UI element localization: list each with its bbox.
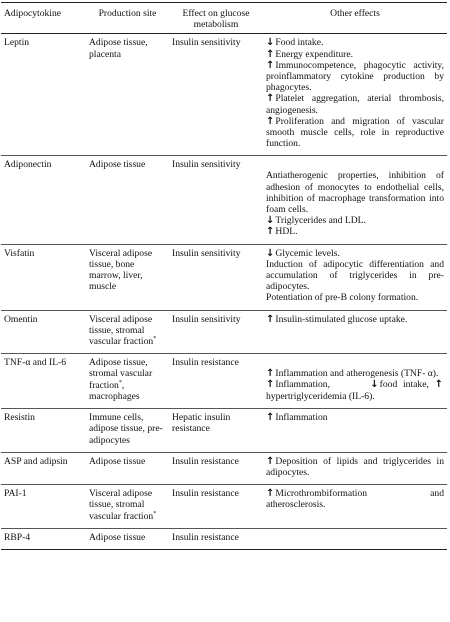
- table-row: [1, 409, 447, 453]
- row-glucose-effect: Insulin resistance: [169, 354, 263, 409]
- row-glucose-effect: Insulin resistance: [169, 528, 263, 549]
- row-site: Immune cells, adipose tissue, pre-adipocytes: [86, 409, 169, 453]
- effect-text: Microthrombiformation and atherosclerosis.: [266, 488, 444, 511]
- table-row: [1, 528, 447, 549]
- down-arrow-icon: ↓: [266, 37, 275, 49]
- row-glucose-effect: Insulin sensitivity: [169, 310, 263, 354]
- up-arrow-icon: ↑: [266, 379, 275, 391]
- down-arrow-icon: ↓: [266, 247, 275, 259]
- up-arrow-icon: ↑: [266, 226, 275, 238]
- table-row: [1, 156, 447, 244]
- effect-text: Deposition of lipids and triglycerides in adipocytes.: [266, 455, 444, 478]
- effect-text: Platelet aggregation, aterial thrombosis, angiogenesis.: [266, 93, 444, 116]
- effect-text: Antiatherogenic properties, inhibition of adhesion of monocytes to endothelial cells, inhibition of macrophage transformation into foam cells.: [266, 170, 444, 216]
- effect-text: HDL.: [275, 226, 298, 238]
- row-other-effects: [263, 244, 447, 310]
- header-other-effects: Other effects: [263, 3, 447, 34]
- row-name: Omentin: [1, 310, 86, 354]
- effect-text: Triglycerides and LDL.: [275, 215, 366, 227]
- row-other-effects: [263, 156, 447, 244]
- table-row: [1, 34, 447, 156]
- up-arrow-icon: ↑: [266, 488, 275, 500]
- row-name: Adiponectin: [1, 156, 86, 244]
- row-name: PAI-1: [1, 485, 86, 529]
- footnote-mark: *: [118, 379, 122, 386]
- row-glucose-effect: Insulin resistance: [169, 452, 263, 484]
- row-other-effects: [263, 528, 447, 549]
- up-arrow-icon: ↑: [266, 368, 275, 380]
- row-name: ASP and adipsin: [1, 452, 86, 484]
- row-site: Visceral adipose tissue, stromal vascular fraction*: [86, 485, 169, 529]
- row-site: Adipose tissue: [86, 452, 169, 484]
- effect-text: Glycemic levels.: [275, 247, 340, 259]
- table-row: [1, 452, 447, 484]
- table-header-row: [1, 3, 447, 34]
- row-glucose-effect: Insulin resistance: [169, 485, 263, 529]
- header-adipocytokine: Adipocytokine: [1, 3, 86, 34]
- down-arrow-icon: ↓: [370, 379, 379, 391]
- row-site: Adipose tissue, stromal vascular fraction*, macrophages: [86, 354, 169, 409]
- row-name: Resistin: [1, 409, 86, 453]
- up-arrow-icon: ↑: [266, 455, 275, 467]
- row-site: Visceral adipose tissue, stromal vascular fraction*: [86, 310, 169, 354]
- effect-text: Insulin-stimulated glucose uptake.: [275, 313, 408, 325]
- effect-text: Immunocompetence, phagocytic activity, proinflammatory cytokine production by phagocytes.: [266, 59, 444, 94]
- up-arrow-icon: ↑: [266, 115, 275, 127]
- effect-text: Proliferation and migration of vascular smooth muscle cells, role in reproductive function.: [266, 115, 444, 150]
- row-other-effects: [263, 354, 447, 409]
- footnote-mark: *: [153, 510, 157, 517]
- row-site: Adipose tissue, placenta: [86, 34, 169, 156]
- row-other-effects: [263, 409, 447, 453]
- table-row: [1, 310, 447, 354]
- header-production-site: Production site: [86, 3, 169, 34]
- effect-text: Inflammation and atherogenesis (TNF- α).: [275, 368, 439, 380]
- row-name: Leptin: [1, 34, 86, 156]
- row-site: Adipose tissue: [86, 528, 169, 549]
- effect-text: hypertriglyceridemia (IL-6).: [266, 390, 375, 402]
- up-arrow-icon: ↑: [266, 313, 275, 325]
- up-arrow-icon: ↑: [266, 48, 275, 60]
- header-glucose-effect: Effect on glucose metabolism: [169, 3, 263, 34]
- row-other-effects: [263, 485, 447, 529]
- effect-text: Induction of adipocytic differentiation and accumulation of triglycerides in pre-adipocytes.: [266, 258, 444, 293]
- effect-text: Energy expenditure.: [275, 48, 354, 60]
- row-glucose-effect: Hepatic insulin resistance: [169, 409, 263, 453]
- adipocytokine-table: [1, 2, 447, 550]
- up-arrow-icon: ↑: [266, 412, 275, 424]
- row-glucose-effect: Insulin sensitivity: [169, 156, 263, 244]
- up-arrow-icon: ↑: [266, 93, 275, 105]
- row-other-effects: [263, 34, 447, 156]
- effect-text: Potentiation of pre-B colony formation.: [266, 292, 419, 304]
- table-row: [1, 244, 447, 310]
- down-arrow-icon: ↓: [266, 215, 275, 227]
- row-other-effects: [263, 310, 447, 354]
- row-glucose-effect: Insulin sensitivity: [169, 34, 263, 156]
- up-arrow-icon: ↑: [434, 379, 444, 391]
- up-arrow-icon: ↑: [266, 59, 275, 71]
- row-site: Visceral adipose tissue, bone marrow, liver, muscle: [86, 244, 169, 310]
- row-name: Visfatin: [1, 244, 86, 310]
- table-row: [1, 485, 447, 529]
- row-site: Adipose tissue: [86, 156, 169, 244]
- row-name: TNF-α and IL-6: [1, 354, 86, 409]
- effect-text: Inflammation: [275, 412, 328, 424]
- table-row: [1, 354, 447, 409]
- row-glucose-effect: Insulin sensitivity: [169, 244, 263, 310]
- effect-text: food intake,: [379, 379, 429, 391]
- footnote-mark: *: [153, 335, 157, 342]
- effect-text: Food intake.: [275, 37, 324, 49]
- row-other-effects: [263, 452, 447, 484]
- effect-text: Inflammation,: [275, 379, 331, 391]
- row-name: RBP-4: [1, 528, 86, 549]
